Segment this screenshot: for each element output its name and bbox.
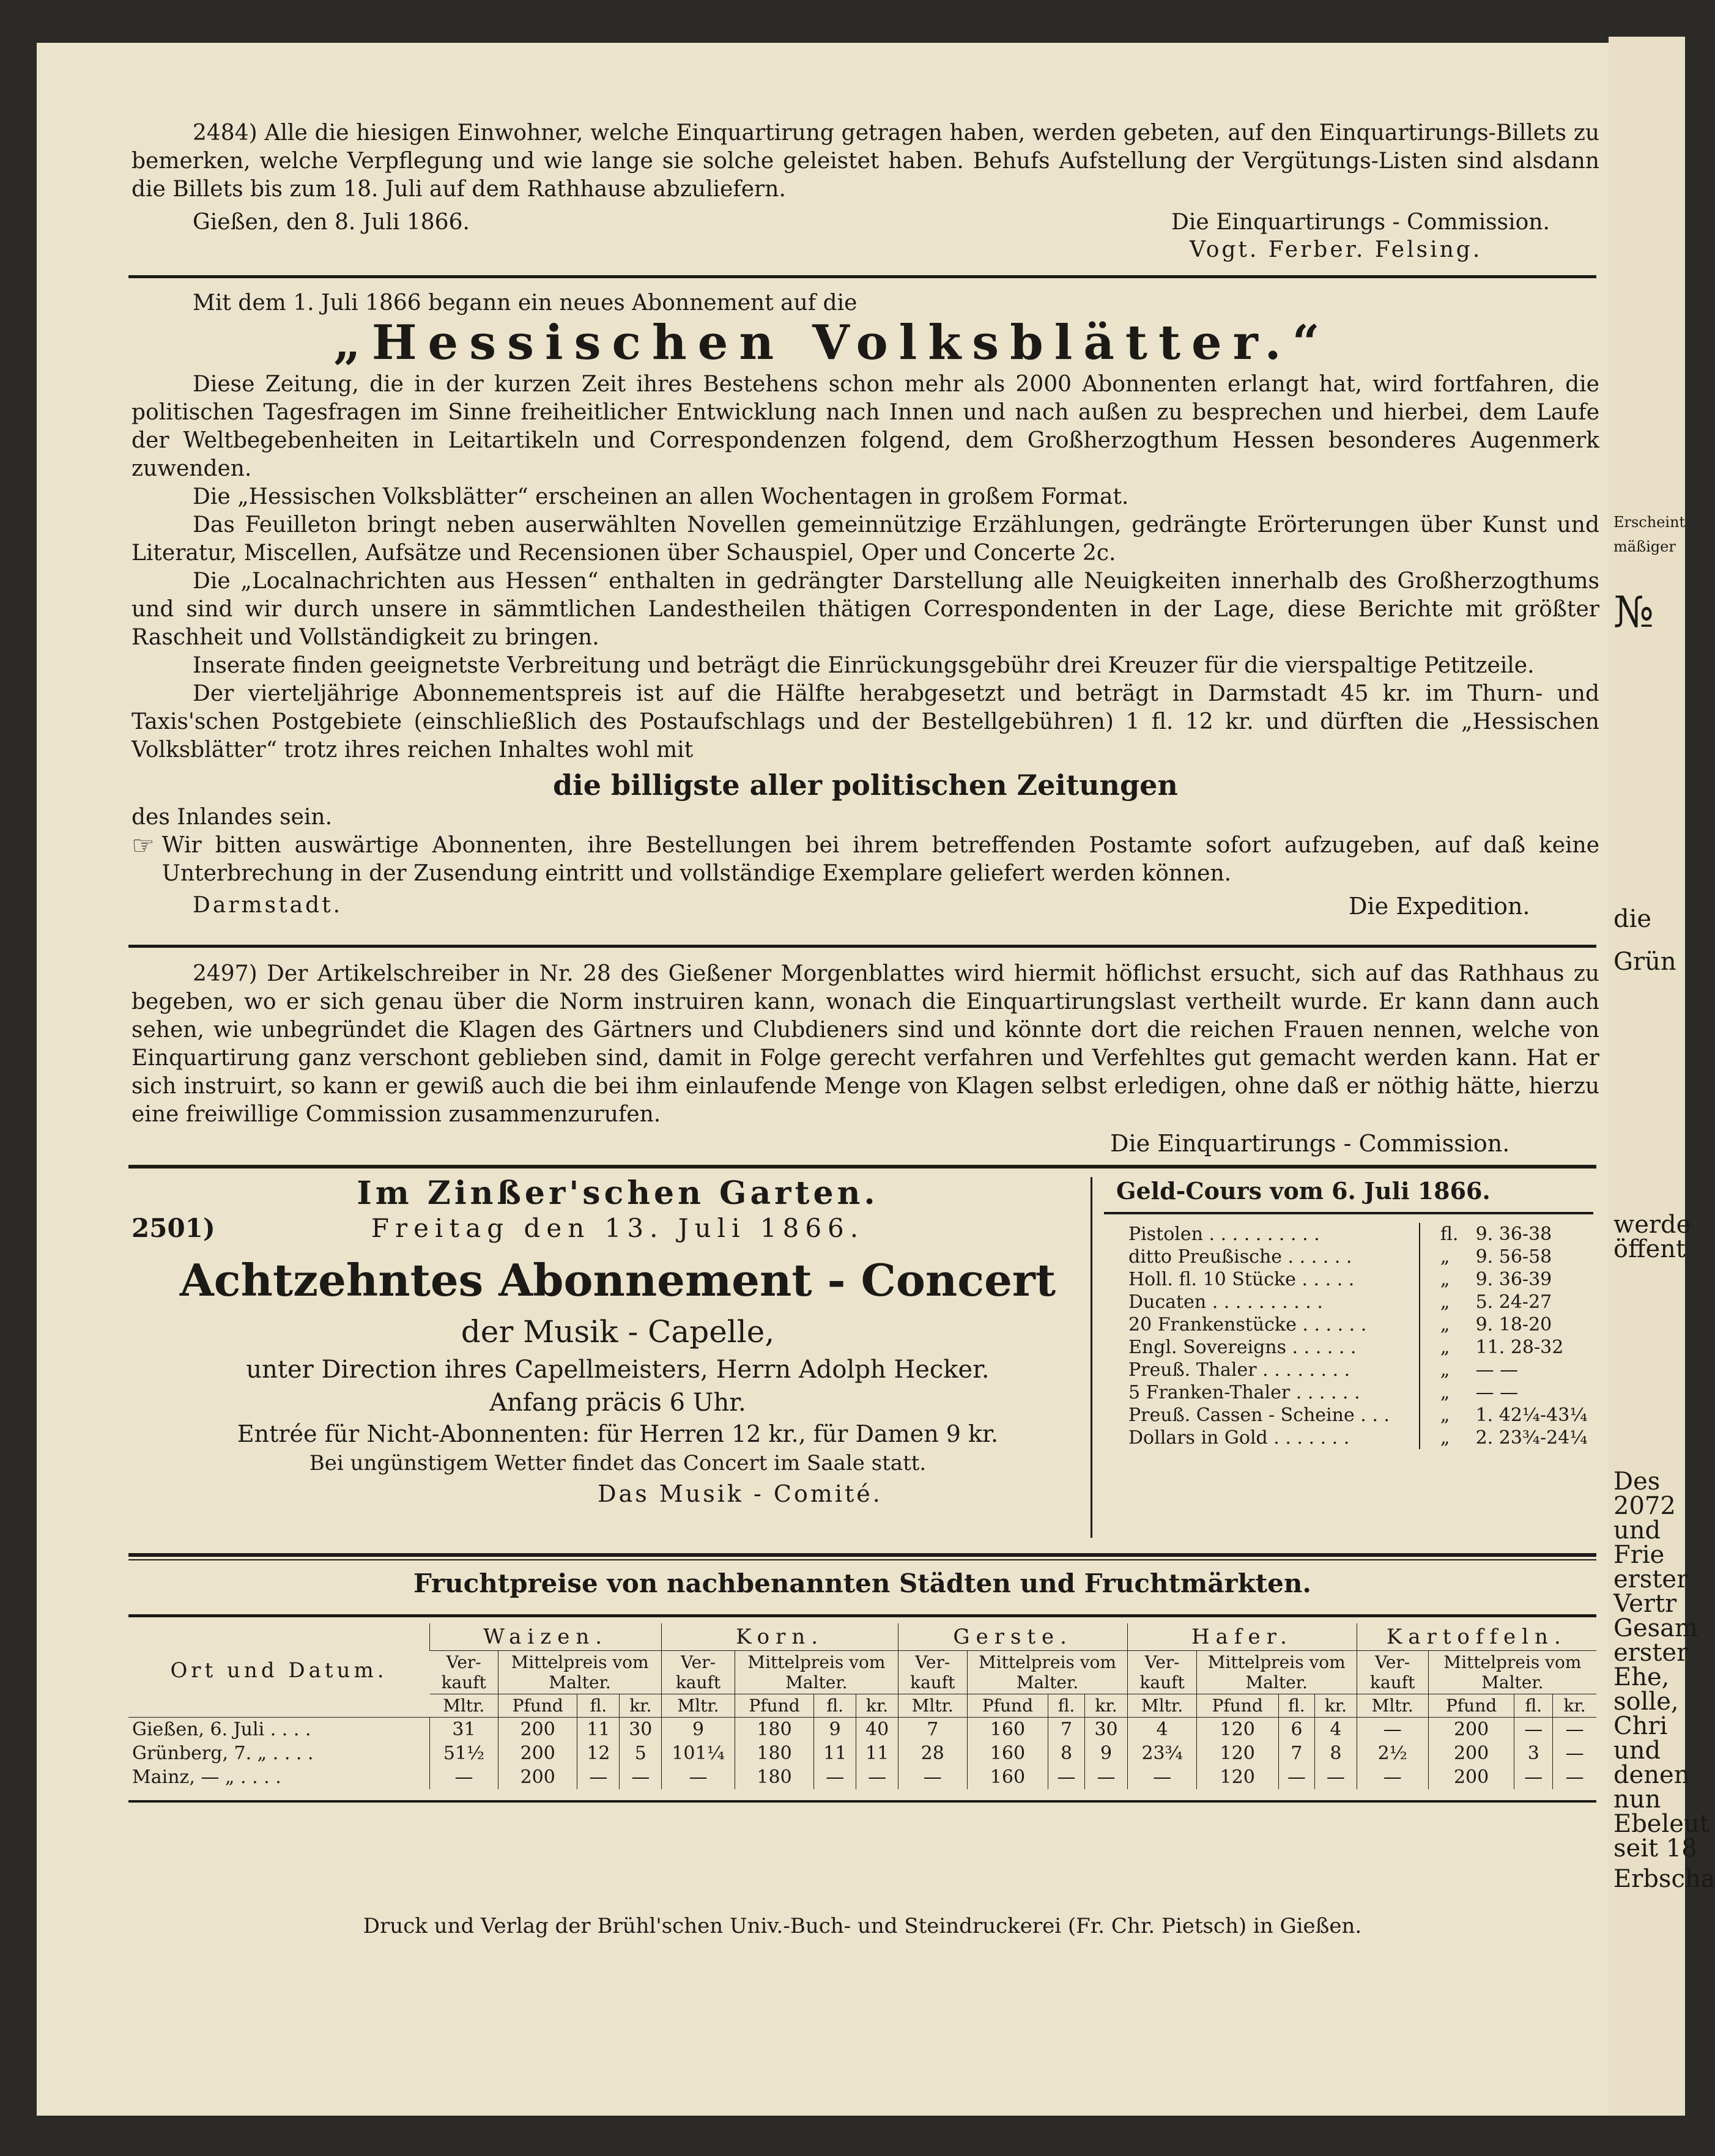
table-cell: 23¾ xyxy=(1128,1741,1196,1765)
adjacent-page-fragment: Grün xyxy=(1613,948,1676,976)
table-row xyxy=(128,1718,1596,1742)
table-cell: — xyxy=(1357,1765,1428,1789)
table-cell: 120 xyxy=(1196,1718,1278,1742)
geldcours-value: 9. 18-20 xyxy=(1475,1314,1552,1335)
geldcours-unit: „ xyxy=(1440,1382,1450,1403)
row-place: Grünberg, 7. „ . . . . xyxy=(132,1743,314,1764)
table-cell: 11 xyxy=(856,1741,898,1765)
geldcours-column-rule xyxy=(1419,1223,1420,1449)
geldcours-unit: „ xyxy=(1440,1337,1450,1358)
fruchtpreise-table xyxy=(128,1623,1596,1789)
table-cell: — xyxy=(856,1765,898,1789)
table-cell: 200 xyxy=(498,1718,577,1742)
geldcours-unit: fl. xyxy=(1440,1224,1459,1245)
unit-header: kr. xyxy=(620,1694,662,1718)
notice-2497-text: 2497) Der Artikelschreiber in Nr. 28 des Gießener Morgenblattes wird hiermit höflichst ersucht, sich auf das Rathhaus zu begeben, wo er sich genau über die Norm instruiren kann, wonach die Einquartirungslast vertheilt wurde. Er kann dann auch sehen, wie unbegründet die Klagen des Gärtners und Clubdieners sind und könnte dort die reichen Frauen nennen, welche von Einquartirung ganz verschont geblieben sind, damit in Folge gerecht verfahren und Verfehltes gut gemacht werden kann. Hat er sich instruirt, so kann er gewiß auch die bei ihm einlaufende Menge von Klagen selbst erledigen, ohne daß er nöthig hätte, hierzu eine freiwillige Commission zusammenzurufen. xyxy=(131,961,1599,1127)
unit-header: fl. xyxy=(1278,1694,1315,1718)
table-row xyxy=(128,1765,1596,1789)
geldcours-value: 5. 24-27 xyxy=(1475,1291,1552,1313)
unit-header: Mltr. xyxy=(662,1694,735,1718)
divider-rule xyxy=(128,275,1596,278)
grain-header: Gerste. xyxy=(898,1623,1128,1651)
notice-2484 xyxy=(131,119,1599,265)
geldcours-row xyxy=(1104,1291,1593,1313)
adjacent-page-fragment: die xyxy=(1613,905,1652,933)
geldcours-row xyxy=(1104,1381,1593,1404)
avg-price-header: Mittelpreis vom Malter. xyxy=(735,1651,898,1694)
table-cell: 7 xyxy=(1048,1718,1084,1742)
unit-header: kr. xyxy=(856,1694,898,1718)
ad-paragraph-8: Wir bitten auswärtige Abonnenten, ihre Bestellungen bei ihrem betreffenden Postamte sofort aufzugeben, auf daß keine Unterbrechung in der Zusendung eintritt und vollständige Exemplare geliefert werden können. xyxy=(161,833,1599,886)
geldcours-unit: „ xyxy=(1440,1246,1450,1268)
table-cell: 11 xyxy=(814,1741,856,1765)
geldcours-name: Pistolen . . . . . . . . . . xyxy=(1128,1224,1320,1245)
table-cell: — xyxy=(1084,1765,1128,1789)
notice-2484-names: Vogt. Ferber. Felsing. xyxy=(1190,237,1483,262)
col-place-header: Ort und Datum. xyxy=(128,1623,430,1718)
divider-rule xyxy=(128,1614,1596,1617)
unit-header: Mltr. xyxy=(430,1694,498,1718)
table-cell: — xyxy=(1553,1741,1596,1765)
sold-header: Ver-kauft xyxy=(662,1651,735,1694)
geldcours-name: ditto Preußische . . . . . . xyxy=(1128,1246,1352,1268)
adjacent-page-fragment: öffent xyxy=(1613,1235,1686,1263)
table-cell: 160 xyxy=(967,1741,1048,1765)
table-cell: — xyxy=(662,1765,735,1789)
avg-price-header: Mittelpreis vom Malter. xyxy=(1428,1651,1596,1694)
concert-direction: unter Direction ihres Capellmeisters, Herrn Adolph Hecker. xyxy=(246,1356,990,1384)
notice-2497-signer: Die Einquartirungs - Commission. xyxy=(1110,1130,1510,1157)
table-cell: 160 xyxy=(967,1718,1048,1742)
ad-paragraph-7: des Inlandes sein. xyxy=(131,805,333,830)
geldcours-value: — — xyxy=(1475,1359,1519,1381)
table-cell: 180 xyxy=(735,1718,813,1742)
ad-title: „Hessischen Volksblätter.“ xyxy=(333,315,1331,371)
table-cell: — xyxy=(1514,1718,1553,1742)
concert-title: Achtzehntes Abonnement - Concert xyxy=(179,1254,1056,1306)
table-cell: 8 xyxy=(1048,1741,1084,1765)
notice-2484-signer: Die Einquartirungs - Commission. xyxy=(1171,210,1550,235)
geldcours-name: 5 Franken-Thaler . . . . . . xyxy=(1128,1382,1360,1403)
grain-header: Korn. xyxy=(662,1623,898,1651)
ad-slogan: die billigste aller politischen Zeitungen xyxy=(553,769,1178,802)
adjacent-page-fragment: Erscheint xyxy=(1613,514,1686,531)
table-cell: 101¼ xyxy=(662,1741,735,1765)
ad-paragraph-3: Das Feuilleton bringt neben auserwählten Novellen gemeinnützige Erzählungen, gedrängte Erörterungen über Kunst und Literatur, Miscellen, Aufsätze und Recensionen über Schauspiel, Oper und Concerte 2c. xyxy=(131,512,1599,566)
geldcours-unit: „ xyxy=(1440,1405,1450,1426)
table-cell: 51½ xyxy=(430,1741,498,1765)
geldcours-unit: „ xyxy=(1440,1291,1450,1313)
geldcours-value: 2. 23¾-24¼ xyxy=(1475,1427,1588,1449)
grain-header: Hafer. xyxy=(1128,1623,1357,1651)
adjacent-page-edge xyxy=(1609,37,1715,2116)
geldcours-name: Preuß. Cassen - Scheine . . . xyxy=(1128,1405,1390,1426)
geldcours-row xyxy=(1104,1268,1593,1291)
grain-header: Kartoffeln. xyxy=(1357,1623,1596,1651)
ad-intro: Mit dem 1. Juli 1866 begann ein neues Abonnement auf die xyxy=(193,290,858,316)
table-cell: 9 xyxy=(662,1718,735,1742)
geldcours-name: Holl. fl. 10 Stücke . . . . . xyxy=(1128,1269,1355,1290)
divider-rule xyxy=(128,1553,1596,1557)
geldcours-value: 9. 56-58 xyxy=(1475,1246,1552,1268)
adjacent-page-fragment: 2072 xyxy=(1613,1492,1676,1520)
divider-rule xyxy=(128,1165,1596,1168)
unit-header: kr. xyxy=(1315,1694,1357,1718)
fruchtpreise-table-wrap xyxy=(128,1623,1596,1792)
table-cell: 6 xyxy=(1278,1718,1315,1742)
ad-paragraph-4: Die „Localnachrichten aus Hessen“ enthalten in gedrängter Darstellung alle Neuigkeiten innerhalb des Großherzogthums und sind wir durch unsere in sämmtlichen Landestheilen thätigen Correspondenten in der Lage, diese Berichte mit größter Raschheit und Vollständigkeit zu bringen. xyxy=(131,569,1599,650)
geldcours-value: 9. 36-39 xyxy=(1475,1269,1552,1290)
table-cell: 7 xyxy=(898,1718,967,1742)
adjacent-page-fragment: erster xyxy=(1613,1565,1689,1593)
unit-header: Mltr. xyxy=(1128,1694,1196,1718)
concert-start: Anfang präcis 6 Uhr. xyxy=(489,1389,746,1417)
table-cell: — xyxy=(1514,1765,1553,1789)
table-cell: 200 xyxy=(1428,1765,1514,1789)
concert-date: Freitag den 13. Juli 1866. xyxy=(371,1213,865,1243)
fruchtpreise-title: Fruchtpreise von nachbenannten Städten und Fruchtmärkten. xyxy=(413,1568,1312,1598)
row-place: Mainz, — „ . . . . xyxy=(132,1767,281,1788)
notice-2484-text: 2484) Alle die hiesigen Einwohner, welche Einquartirung getragen haben, werden gebeten, auf den Einquartirungs-Billets zu bemerken, welche Verpflegung und wie lange sie solche geleistet haben. Behufs Aufstellung der Vergütungs-Listen sind alsdann die Billets bis zum 18. Juli auf dem Rathhause abzuliefern. xyxy=(131,120,1599,202)
unit-header: Pfund xyxy=(498,1694,577,1718)
table-cell: 160 xyxy=(967,1765,1048,1789)
concert-number: 2501) xyxy=(131,1213,215,1243)
adjacent-page-fragment: Chri xyxy=(1613,1712,1668,1740)
geldcours-value: 1. 42¼-43¼ xyxy=(1475,1405,1588,1426)
geldcours-row xyxy=(1104,1313,1593,1336)
row-place: Gießen, 6. Juli . . . . xyxy=(132,1719,311,1740)
table-cell: — xyxy=(620,1765,662,1789)
table-cell: 7 xyxy=(1278,1741,1315,1765)
ad-signer: Die Expedition. xyxy=(1349,893,1530,920)
unit-header: Pfund xyxy=(967,1694,1048,1718)
table-cell: — xyxy=(1553,1765,1596,1789)
unit-header: Pfund xyxy=(1428,1694,1514,1718)
notice-2497 xyxy=(131,960,1599,1157)
adjacent-page-fragment: werde xyxy=(1613,1211,1691,1239)
table-cell: 30 xyxy=(620,1718,662,1742)
unit-header: kr. xyxy=(1084,1694,1128,1718)
geldcours-row xyxy=(1104,1336,1593,1359)
geldcours-name: Preuß. Thaler . . . . . . . . xyxy=(1128,1359,1350,1381)
adjacent-page-fragment: seit 18 xyxy=(1613,1834,1697,1863)
concert-weather: Bei ungünstigem Wetter findet das Concert im Saale statt. xyxy=(309,1451,927,1475)
concert-subtitle: der Musik - Capelle, xyxy=(461,1314,775,1349)
avg-price-header: Mittelpreis vom Malter. xyxy=(967,1651,1128,1694)
adjacent-page-fragment: Frie xyxy=(1613,1541,1665,1569)
sold-header: Ver-kauft xyxy=(1357,1651,1428,1694)
geldcours-rule xyxy=(1104,1212,1593,1214)
adjacent-page-fragment: Vertr xyxy=(1613,1590,1677,1618)
adjacent-page-fragment: Ebeleut xyxy=(1613,1810,1709,1838)
ad-place: Darmstadt. xyxy=(193,893,343,918)
table-cell: 4 xyxy=(1128,1718,1196,1742)
concert-signer: Das Musik - Comité. xyxy=(598,1480,883,1507)
geldcours-name: Engl. Sovereigns . . . . . . xyxy=(1128,1337,1357,1358)
ad-paragraph-6: Der vierteljährige Abonnementspreis ist auf die Hälfte herabgesetzt und beträgt in Darmstadt 45 kr. im Thurn- und Taxis'schen Postgebiete (einschließlich des Postaufschlags und der Bestellgebühren) 1 fl. 12 kr. und dürften die „Hessischen Volksblätter“ trotz ihres reichen Inhaltes wohl mit xyxy=(131,681,1599,762)
unit-header: fl. xyxy=(1514,1694,1553,1718)
geldcours-row xyxy=(1104,1427,1593,1449)
geldcours-table xyxy=(1104,1223,1593,1449)
geldcours-name: Dollars in Gold . . . . . . . xyxy=(1128,1427,1350,1449)
adjacent-page-fragment: und xyxy=(1613,1516,1661,1545)
table-cell: 120 xyxy=(1196,1765,1278,1789)
ad-paragraph-2: Die „Hessischen Volksblätter“ erscheinen an allen Wochentagen in großem Format. xyxy=(193,484,1129,509)
grain-header: Waizen. xyxy=(430,1623,662,1651)
geldcours-unit: „ xyxy=(1440,1359,1450,1381)
geldcours-value: 11. 28-32 xyxy=(1475,1337,1564,1358)
geldcours-name: 20 Frankenstücke . . . . . . xyxy=(1128,1314,1367,1335)
table-cell: 180 xyxy=(735,1765,813,1789)
table-cell: 8 xyxy=(1315,1741,1357,1765)
table-cell: — xyxy=(430,1765,498,1789)
geldcours-unit: „ xyxy=(1440,1314,1450,1335)
unit-header: Mltr. xyxy=(1357,1694,1428,1718)
footer-imprint: Druck und Verlag der Brühl'schen Univ.-Buch- und Steindruckerei (Fr. Chr. Pietsch) in Gießen. xyxy=(363,1914,1362,1938)
sold-header: Ver-kauft xyxy=(898,1651,967,1694)
geldcours xyxy=(1104,1174,1593,1449)
notice-2484-place-date: Gießen, den 8. Juli 1866. xyxy=(193,210,470,235)
table-cell: 4 xyxy=(1315,1718,1357,1742)
adjacent-page-fragment: denen xyxy=(1613,1761,1690,1789)
table-cell: 31 xyxy=(430,1718,498,1742)
geldcours-row xyxy=(1104,1404,1593,1427)
adjacent-page-fragment: mäßiger xyxy=(1613,538,1676,555)
adjacent-page-fragment: Gesam xyxy=(1613,1614,1698,1642)
adjacent-page-fragment: Des xyxy=(1613,1467,1661,1496)
table-cell: — xyxy=(814,1765,856,1789)
table-cell: 9 xyxy=(1084,1741,1128,1765)
geldcours-unit: „ xyxy=(1440,1427,1450,1449)
geldcours-row xyxy=(1104,1246,1593,1268)
adjacent-page-fragment: und xyxy=(1613,1737,1661,1765)
unit-header: Pfund xyxy=(1196,1694,1278,1718)
table-cell: 11 xyxy=(577,1718,620,1742)
avg-price-header: Mittelpreis vom Malter. xyxy=(498,1651,661,1694)
table-cell: 200 xyxy=(1428,1718,1514,1742)
sold-header: Ver-kauft xyxy=(1128,1651,1196,1694)
pointing-hand-icon: ☞ xyxy=(131,830,155,860)
divider-rule xyxy=(128,1559,1596,1560)
adjacent-page-fragment: solle, xyxy=(1613,1688,1679,1716)
geldcours-value: 9. 36-38 xyxy=(1475,1224,1552,1245)
geldcours-value: — — xyxy=(1475,1382,1519,1403)
table-cell: — xyxy=(1315,1765,1357,1789)
unit-header: fl. xyxy=(577,1694,620,1718)
table-cell: 200 xyxy=(498,1765,577,1789)
table-cell: — xyxy=(1278,1765,1315,1789)
table-cell: 200 xyxy=(498,1741,577,1765)
unit-header: kr. xyxy=(1553,1694,1596,1718)
concert-venue: Im Zinßer'schen Garten. xyxy=(357,1175,879,1212)
unit-header: Mltr. xyxy=(898,1694,967,1718)
table-cell: 120 xyxy=(1196,1741,1278,1765)
table-cell: 12 xyxy=(577,1741,620,1765)
geldcours-heading: Geld-Cours vom 6. Juli 1866. xyxy=(1116,1177,1491,1205)
table-cell: — xyxy=(898,1765,967,1789)
divider-rule xyxy=(128,945,1596,948)
concert-ad xyxy=(131,1174,1104,1547)
column-rule xyxy=(1091,1177,1092,1538)
table-cell: 180 xyxy=(735,1741,813,1765)
table-cell: 200 xyxy=(1428,1741,1514,1765)
adjacent-page-fragment: № xyxy=(1613,587,1654,637)
divider-rule xyxy=(128,1800,1596,1803)
geldcours-unit: „ xyxy=(1440,1269,1450,1290)
table-cell: 5 xyxy=(620,1741,662,1765)
table-cell: — xyxy=(577,1765,620,1789)
table-cell: 30 xyxy=(1084,1718,1128,1742)
table-cell: 28 xyxy=(898,1741,967,1765)
newspaper-page xyxy=(37,43,1609,2116)
table-row xyxy=(128,1741,1596,1765)
ad-paragraph-5: Inserate finden geeignetste Verbreitung und beträgt die Einrückungsgebühr drei Kreuzer für die vierspaltige Petitzeile. xyxy=(193,653,1535,678)
geldcours-row xyxy=(1104,1223,1593,1246)
adjacent-page-fragment: nun xyxy=(1613,1785,1661,1814)
concert-entry: Entrée für Nicht-Abonnenten: für Herren 12 kr., für Damen 9 kr. xyxy=(237,1420,999,1447)
table-cell: 3 xyxy=(1514,1741,1553,1765)
avg-price-header: Mittelpreis vom Malter. xyxy=(1196,1651,1357,1694)
table-cell: 9 xyxy=(814,1718,856,1742)
unit-header: fl. xyxy=(814,1694,856,1718)
sold-header: Ver-kauft xyxy=(430,1651,498,1694)
geldcours-name: Ducaten . . . . . . . . . . xyxy=(1128,1291,1323,1313)
unit-header: Pfund xyxy=(735,1694,813,1718)
table-cell: — xyxy=(1048,1765,1084,1789)
table-cell: — xyxy=(1128,1765,1196,1789)
table-cell: 40 xyxy=(856,1718,898,1742)
ad-paragraph-1: Diese Zeitung, die in der kurzen Zeit ihres Bestehens schon mehr als 2000 Abonnenten erlangt hat, wird fortfahren, die politischen Tagesfragen im Sinne freiheitlicher Entwicklung nach Innen und nach außen zu besprechen und hierbei, dem Laufe der Weltbegebenheiten in Leitartikeln und Correspondenzen folgend, dem Großherzogthum Hessen besonderes Augenmerk zuwenden. xyxy=(131,372,1599,481)
adjacent-page-fragment: erster xyxy=(1613,1639,1689,1667)
unit-header: fl. xyxy=(1048,1694,1084,1718)
table-cell: 2½ xyxy=(1357,1741,1428,1765)
ad-volksblaetter xyxy=(131,290,1599,922)
adjacent-page-fragment: Ehe, xyxy=(1613,1663,1670,1691)
table-cell: — xyxy=(1357,1718,1428,1742)
adjacent-page-fragment: Erbscha xyxy=(1613,1865,1715,1893)
table-cell: — xyxy=(1553,1718,1596,1742)
geldcours-row xyxy=(1104,1359,1593,1381)
